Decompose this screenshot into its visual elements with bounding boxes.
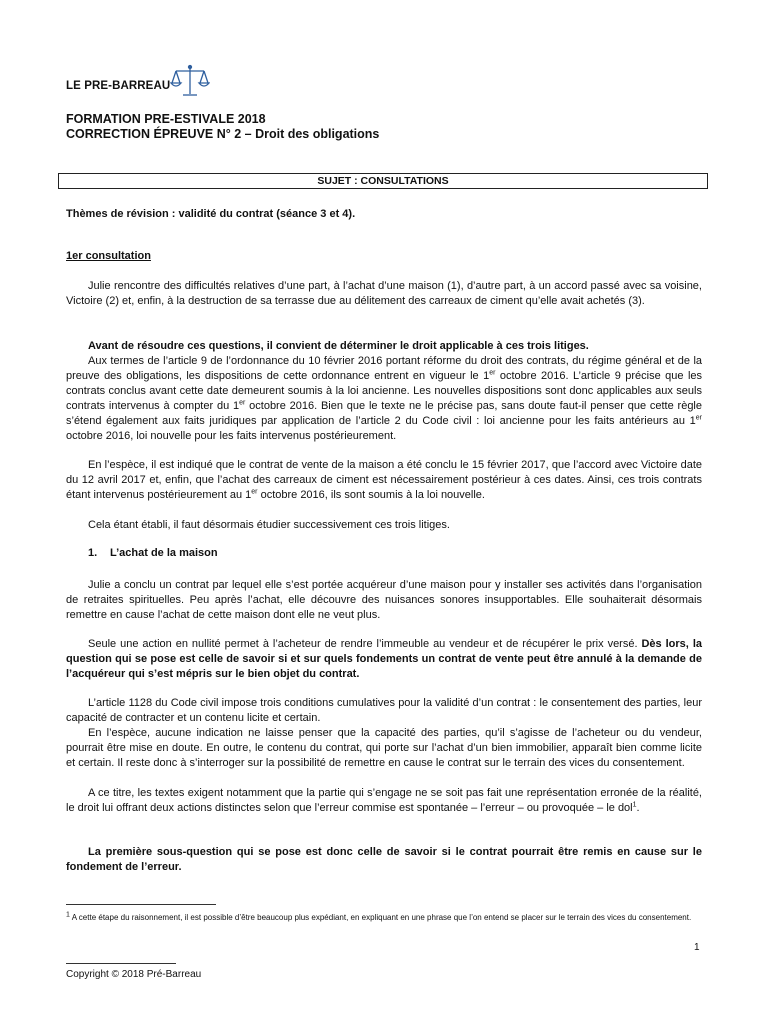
page-number: 1: [694, 942, 700, 953]
copyright-separator: [66, 963, 176, 964]
paragraph-nullity-question: Seule une action en nullité permet à l’acheteur de rendre l’immeuble au vendeur et de récupérer le prix versé. Dès lors, la question qui se pose est celle de savoir si et sur quels fondements un contrat de vente peut être annulé à la demande de l’acquéreur qui s’est mépris sur le bien objet du contrat.: [66, 638, 702, 681]
paragraph-capacity-content: En l’espèce, aucune indication ne laisse penser que la capacité des parties, qu’il s’agisse de l’acheteur ou du vendeur, pourrait être mise en doute. En outre, le contenu du contrat, qui porte sur l’achat d’un bien immobilier, apparaît bien comme licite et certain. Il reste donc à s’interroger sur la possibilité de remettre en cause le contrat sur le terrain des vices du consentement.: [66, 727, 702, 770]
paragraph-first-subquestion: La première sous-question qui se pose est donc celle de savoir si le contrat pourrait être remis en cause sur le fondement de l’erreur.: [66, 846, 702, 874]
footnote-reference: 1: [632, 801, 637, 809]
paragraph-intro: Julie rencontre des difficultés relatives d’une part, à l’achat d’une maison (1), d’autre part, à un accord passé avec sa voisine, Victoire (2) et, enfin, à la destruction de sa terrasse due au délitement des carreaux de ciment qu’elle avait achetés (3).: [66, 280, 702, 308]
consultation-heading: 1er consultation: [66, 250, 151, 262]
section-heading-house-purchase: 1. L’achat de la maison: [88, 547, 218, 559]
paragraph-house-facts: Julie a conclu un contrat par lequel elle s’est portée acquéreur d’une maison pour y installer ses activités dans l’organisation de retraites spirituelles. Peu après l’achat, elle découvre des nuisances sonores insupportables. Elle souhaiterait désormais remettre en cause l’achat de cette maison dont elle ne veut plus.: [66, 579, 702, 622]
scales-of-justice-icon: [170, 63, 210, 99]
footnote: $^1$ A cette étape du raisonnement, il est possible d’être beaucoup plus expédiant, en expliquant en une phrase que l’on entend se placer sur le terrain des vices du consentement.: [66, 911, 692, 922]
subject-banner: SUJET : CONSULTATIONS: [58, 173, 708, 189]
paragraph-applicable-law-question: Avant de résoudre ces questions, il convient de déterminer le droit applicable à ces trois litiges.: [88, 340, 589, 352]
copyright-notice: Copyright © 2018 Pré-Barreau: [66, 969, 202, 980]
brand-name: LE PRE-BARREAU: [66, 80, 171, 92]
footnote-separator: [66, 904, 216, 905]
paragraph-article-1128: L’article 1128 du Code civil impose trois conditions cumulatives pour la validité d’un contrat : le consentement des parties, leur capacité de contracter et un contenu licite et certain.: [66, 697, 702, 725]
paragraph-article-9: Aux termes de l’article 9 de l’ordonnance du 10 février 2016 portant réforme du droit des contrats, du régime général et de la preuve des obligations, les dispositions de cette ordonnance entrent en vigueur le 1er octobre 2016. L’article 9 précise que les contrats conclus avant cette date demeurent soumis à la loi ancienne. Les nouvelles dispositions sont donc applicables aux seuls contrats intervenus à compter du 1er octobre 2016. Bien que le texte ne le précise pas, sans doute faut-il penser que cette règle s’étend également aux faits juridiques par application de l’article 2 du Code civil : loi ancienne pour les faits antérieurs au 1er octobre 2016, loi nouvelle pour les faits intervenus postérieurement.: [66, 355, 703, 443]
training-title: FORMATION PRE-ESTIVALE 2018: [66, 112, 266, 126]
paragraph-transition: Cela étant établi, il faut désormais étudier successivement ces trois litiges.: [88, 519, 450, 531]
paragraph-en-espece-dates: En l’espèce, il est indiqué que le contrat de vente de la maison a été conclu le 15 février 2017, que l’accord avec Victoire date du 12 avril 2017 et, enfin, que l’achat des carreaux de ciment est nécessairement postérieur à ces dates. Ainsi, ces trois contrats étant intervenus postérieurement au 1er octobre 2016, ils sont soumis à la loi nouvelle.: [66, 459, 702, 502]
paragraph-error-dol: A ce titre, les textes exigent notamment que la partie qui s’engage ne se soit pas fait une représentation erronée de la réalité, le droit lui offrant deux actions distinctes selon que l’erreur commise est spontanée – l’erreur – ou provoquée – le dol$^1$.: [66, 787, 702, 815]
correction-title: CORRECTION ÉPREUVE N° 2 – Droit des obligations: [66, 127, 380, 141]
revision-themes: Thèmes de révision : validité du contrat (séance 3 et 4).: [66, 208, 356, 220]
